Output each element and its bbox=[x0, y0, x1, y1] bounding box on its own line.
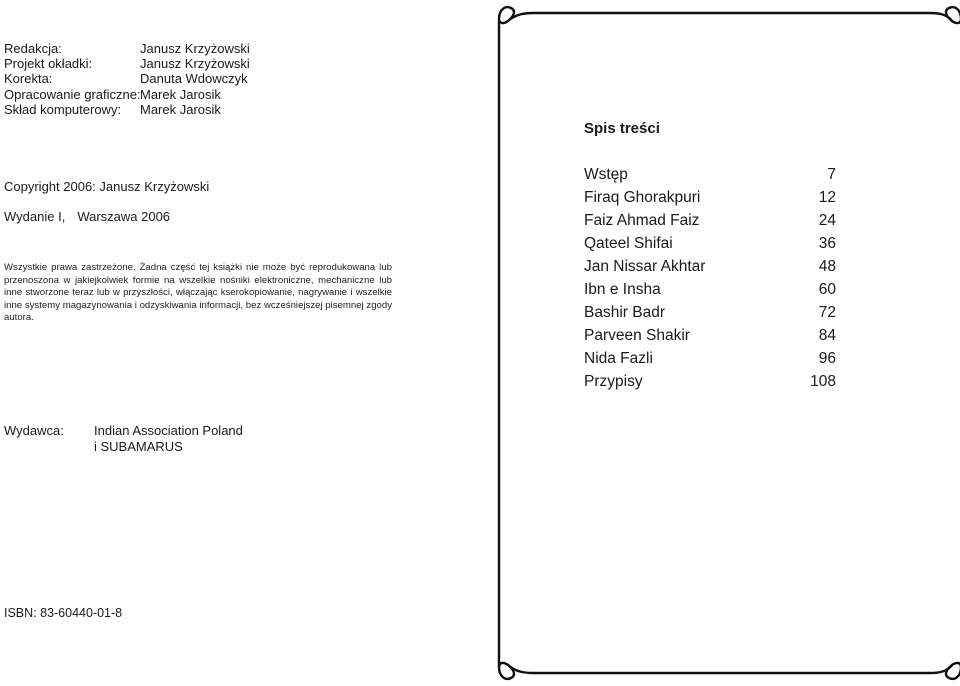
credit-value: Danuta Wdowczyk bbox=[140, 71, 248, 87]
toc-entry-title: Parveen Shakir bbox=[584, 327, 690, 344]
toc-entry bbox=[584, 186, 836, 209]
credit-value: Marek Jarosik bbox=[140, 101, 221, 117]
toc-entry-title: Faiz Ahmad Faiz bbox=[584, 212, 700, 229]
toc-entry-title: Jan Nissar Akhtar bbox=[584, 258, 706, 275]
toc-entry bbox=[584, 255, 836, 278]
toc-entry-page: 7 bbox=[827, 166, 836, 183]
credit-label: Skład komputerowy: bbox=[4, 101, 122, 117]
toc-entry-title: Wstęp bbox=[584, 166, 628, 183]
toc-entry-title: Bashir Badr bbox=[584, 304, 665, 321]
publisher-line: i SUBAMARUS bbox=[94, 438, 183, 454]
toc-list bbox=[584, 163, 836, 393]
toc-entry bbox=[584, 232, 836, 255]
toc-entry-title: Nida Fazli bbox=[584, 350, 653, 367]
credit-value: Janusz Krzyżowski bbox=[140, 56, 250, 72]
credit-label: Korekta: bbox=[4, 71, 53, 87]
credit-label: Redakcja: bbox=[4, 41, 62, 56]
toc-entry-page: 24 bbox=[818, 212, 836, 229]
toc-entry bbox=[584, 209, 836, 232]
toc-entry bbox=[584, 163, 836, 186]
toc-title: Spis treści bbox=[584, 120, 660, 137]
edition-number: Wydanie I, bbox=[4, 209, 66, 224]
toc-entry bbox=[584, 370, 836, 393]
toc-entry bbox=[584, 278, 836, 301]
rights-notice: Wszystkie prawa zastrzeżone. Żadna część tej książki nie może być reprodukowana lub przenoszona w jakiejkolwiek formie na wszelkie nośniki elektroniczne, mechaniczne lub inne stworzone teraz lub w przyszłości, włączając kserokopiowanie, nagrywanie i wszelkie inne systemy magazynowania i odzyskiwania informacji, bez wcześniejszej pisemnej zgody autora. bbox=[4, 262, 392, 324]
toc-entry-title: Qateel Shifai bbox=[584, 235, 673, 252]
toc-entry-page: 96 bbox=[818, 350, 836, 367]
credit-value: Janusz Krzyżowski bbox=[140, 41, 250, 56]
toc-entry bbox=[584, 324, 836, 347]
publisher-line: Indian Association Poland bbox=[94, 423, 243, 438]
toc-entry-page: 36 bbox=[818, 235, 836, 252]
copyright-line: Copyright 2006: Janusz Krzyżowski bbox=[4, 179, 210, 194]
toc-entry-page: 12 bbox=[818, 189, 836, 206]
isbn-line: ISBN: 83-60440-01-8 bbox=[4, 606, 123, 620]
toc-entry-page: 108 bbox=[810, 373, 836, 390]
toc-entry-title: Firaq Ghorakpuri bbox=[584, 189, 701, 206]
credit-label: Projekt okładki: bbox=[4, 56, 93, 72]
toc-entry bbox=[584, 347, 836, 370]
toc-entry-page: 72 bbox=[818, 304, 836, 321]
toc-entry-title: Ibn e Insha bbox=[584, 281, 661, 298]
credit-value: Marek Jarosik bbox=[140, 86, 221, 102]
publisher-label: Wydawca: bbox=[4, 423, 64, 438]
toc-entry-title: Przypisy bbox=[584, 373, 643, 390]
toc-entry-page: 48 bbox=[818, 258, 836, 275]
toc-entry-page: 60 bbox=[818, 281, 836, 298]
edition-place-year: Warszawa 2006 bbox=[77, 209, 171, 224]
toc-entry-page: 84 bbox=[818, 327, 836, 344]
toc-entry bbox=[584, 301, 836, 324]
credit-label: Opracowanie graficzne: bbox=[4, 86, 141, 102]
